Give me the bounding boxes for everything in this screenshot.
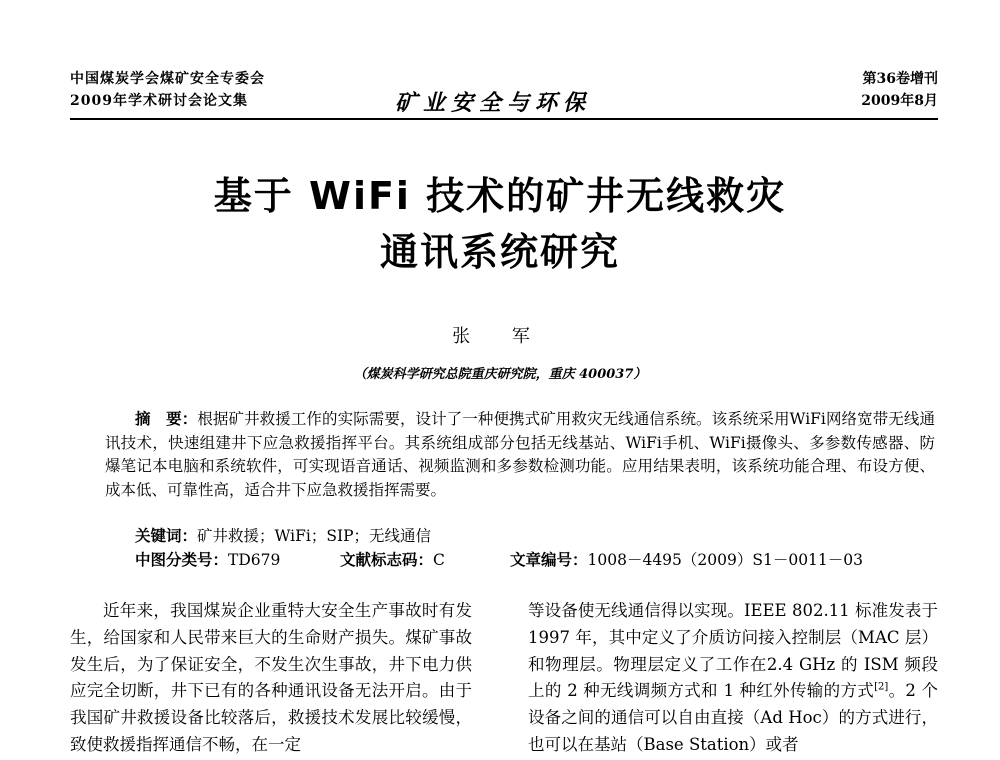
- body-text-part1: 等设备使无线通信得以实现。IEEE 802.11 标准发表于 1997 年，其中定义了介质访问接入控制层（MAC 层）和物理层。物理层定义了工作在2.4 GHz 的 ISM 频段上的 2 种无线调频方式和 1 种红外传输的方式: [528, 601, 938, 701]
- header-volume: 第36卷增刊: [862, 71, 938, 87]
- header-proceedings: 2009年学术研讨会论文集: [70, 93, 248, 109]
- author: 张 军: [452, 326, 548, 347]
- title-line-1: 基于 WiFi 技术的矿井无线救灾: [213, 174, 787, 218]
- body-paragraph: [528, 598, 938, 759]
- article-number-value: 1008－4495（2009）S1－0011－03: [587, 551, 864, 569]
- body-text-part2: 。2 个设备之间的通信可以自由直接（Ad Hoc）的方式进行，也可以在基站（Base Station）或者: [528, 681, 938, 754]
- article-number: [510, 548, 863, 570]
- abstract-text: 根据矿井救援工作的实际需要，设计了一种便携式矿用救灾无线通信系统。该系统采用WiFi网络宽带无线通讯技术，快速组建井下应急救援指挥平台。其系统组成部分包括无线基站、WiFi手机、WiFi摄像头、多参数传感器、防爆笔记本电脑和系统软件，可实现语音通话、视频监测和多参数检测功能。应用结果表明，该系统功能合理、布设方便、成本低、可靠性高，适合井下应急救援指挥需要。: [105, 410, 935, 499]
- classification: [135, 548, 280, 570]
- doc-code-label: 文献标志码：: [340, 551, 434, 569]
- keywords: [135, 524, 431, 546]
- title-line-2: 通讯系统研究: [379, 230, 620, 274]
- header-date: 2009年8月: [861, 93, 938, 109]
- abstract-label: 摘 要：: [135, 410, 198, 428]
- body-column-right: [528, 598, 938, 760]
- abstract: [105, 408, 935, 502]
- citation-ref: [2]: [874, 681, 889, 693]
- body-column-left: [70, 598, 472, 760]
- keywords-text: 矿井救援；WiFi；SIP；无线通信: [197, 527, 432, 545]
- classification-label: 中图分类号：: [135, 551, 229, 569]
- article-number-label: 文章编号：: [510, 551, 588, 569]
- doc-code-value: C: [433, 551, 445, 569]
- header-left: [70, 68, 265, 112]
- paper-title: [0, 168, 1000, 280]
- body-paragraph: 近年来，我国煤炭企业重特大安全生产事故时有发生，给国家和人民带来巨大的生命财产损失。煤矿事故发生后，为了保证安全，不发生次生事故，井下电力供应完全切断，井下已有的各种通讯设备无法开启。由于我国矿井救援设备比较落后，救援技术发展比较缓慢，致使救援指挥通信不畅，在一定: [70, 601, 472, 754]
- keywords-label: 关键词：: [135, 527, 198, 545]
- header-society: 中国煤炭学会煤矿安全专委会: [70, 71, 265, 87]
- header-right: [861, 68, 938, 112]
- header-rule: [70, 118, 938, 120]
- journal-name: 矿业安全与环保: [395, 90, 592, 116]
- classification-value: TD679: [228, 551, 281, 569]
- doc-code: [340, 548, 445, 570]
- affiliation: （煤炭科学研究总院重庆研究院，重庆 400037）: [353, 367, 647, 382]
